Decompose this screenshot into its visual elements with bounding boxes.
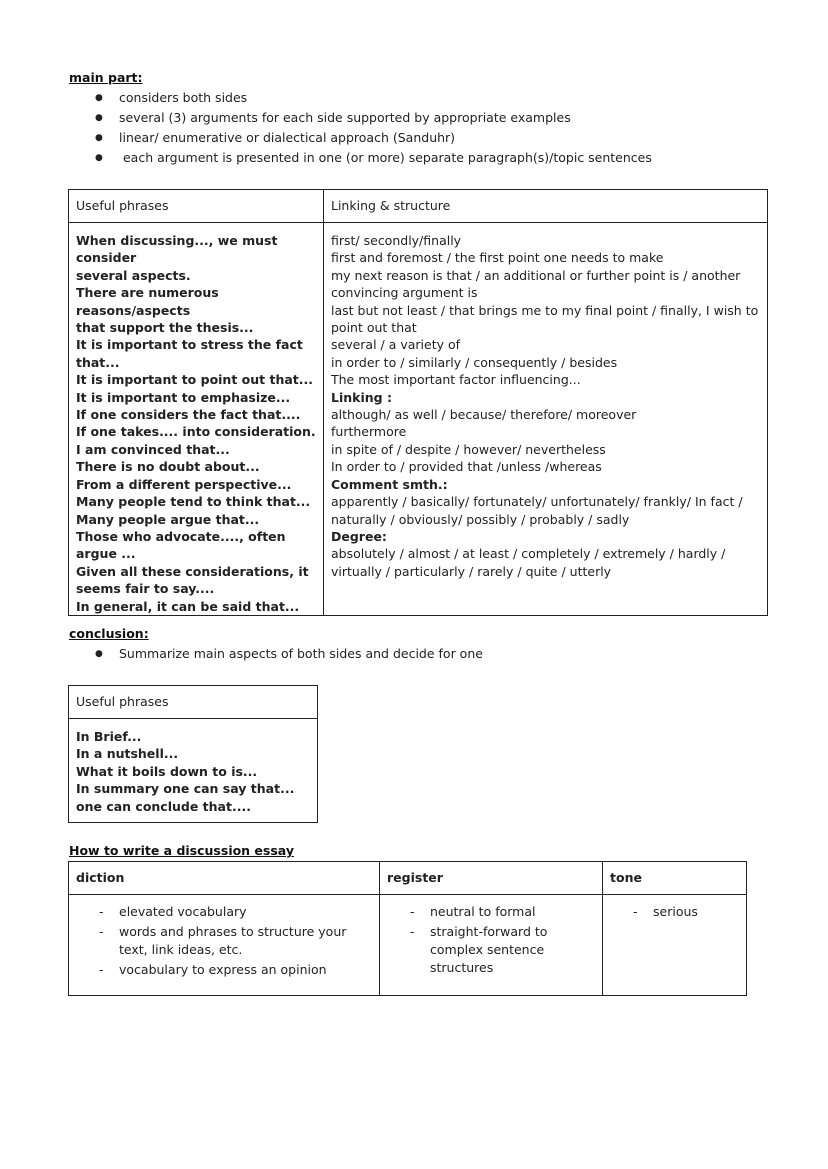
main-part-heading: main part: (69, 70, 143, 85)
phrase-line: several / a variety of (331, 337, 461, 353)
list-item (69, 923, 379, 959)
phrase-line: in order to / similarly / consequently / besides (331, 354, 618, 370)
phrase-line: It is important to emphasize... (76, 389, 291, 405)
phrase-line: Many people tend to think that... (76, 494, 311, 510)
register-list (380, 903, 602, 977)
phrase-line: point out that (331, 320, 417, 336)
list-item-line: - words and phrases to structure your (119, 924, 347, 939)
main-phrases-table (68, 189, 768, 616)
phrase-line: The most important factor influencing... (331, 372, 581, 388)
linking-list (331, 232, 760, 580)
conclusion-heading: conclusion: (69, 626, 149, 641)
phrase-line: convincing argument is (331, 285, 478, 301)
useful-phrases-list (76, 232, 316, 615)
main-part-bullet-list (119, 88, 652, 168)
conclusion-bullet-list (119, 644, 483, 664)
phrase-line: It is important to point out that... (76, 372, 314, 388)
conclusion-phrases-table (68, 685, 318, 823)
list-item-line: text, link ideas, etc. (119, 942, 243, 957)
phrase-line: first/ secondly/finally (331, 233, 462, 248)
list-item: ● considers both sides (119, 88, 652, 108)
phrase-line: although/ as well / because/ therefore/ moreover (331, 407, 637, 423)
list-item-line: - vocabulary to express an opinion (119, 962, 327, 977)
phrase-line: In summary one can say that... (76, 781, 295, 797)
phrase-line: one can conclude that.... (76, 798, 251, 814)
phrase-line: When discussing..., we must consider (76, 233, 278, 266)
phrase-line: It is important to stress the fact that... (76, 337, 303, 370)
phrase-line: In Brief... (76, 729, 142, 744)
phrase-line: first and foremost / the first point one needs to make (331, 250, 664, 266)
list-item-line: - elevated vocabulary (119, 904, 247, 919)
list-item-line: complex sentence (430, 942, 545, 957)
phrase-line: Those who advocate...., often argue ... (76, 528, 286, 562)
phrase-line: I am convinced that... (76, 441, 230, 457)
phrase-line: In general, it can be said that... (76, 598, 300, 614)
diction-cell (69, 895, 380, 996)
phrase-line: In a nutshell... (76, 746, 179, 762)
conclusion-useful-phrases-header: Useful phrases (69, 686, 318, 719)
phrase-line: From a different perspective... (76, 476, 292, 492)
list-item: ● each argument is presented in one (or more) separate paragraph(s)/topic sentences (119, 148, 652, 168)
conclusion-phrases-cell (69, 719, 318, 823)
how-to-table (68, 861, 747, 996)
phrase-line: my next reason is that / an additional or further point is / another (331, 267, 741, 283)
phrase-line: If one considers the fact that.... (76, 407, 301, 423)
register-cell (380, 895, 603, 996)
tone-header: tone (603, 862, 747, 895)
list-item: ● Summarize main aspects of both sides and decide for one (119, 644, 483, 664)
phrase-line: What it boils down to is... (76, 763, 258, 779)
how-to-heading: How to write a discussion essay (69, 843, 294, 858)
register-header: register (380, 862, 603, 895)
useful-phrases-header: Useful phrases (69, 190, 324, 223)
tone-cell (603, 895, 747, 996)
conclusion-phrases-list (76, 728, 310, 815)
phrase-line: furthermore (331, 424, 407, 440)
phrase-line: Comment smth.: (331, 476, 448, 492)
list-item (69, 903, 379, 921)
phrase-line: absolutely / almost / at least / completely / extremely / hardly / (331, 546, 726, 562)
list-item-line: - straight-forward to (430, 924, 548, 939)
list-item-line: - neutral to formal (430, 904, 536, 919)
list-item (380, 903, 602, 921)
phrase-line: Given all these considerations, it (76, 563, 309, 579)
list-item (69, 961, 379, 979)
list-item (603, 903, 746, 921)
tone-list (603, 903, 746, 921)
phrase-line: If one takes.... into consideration. (76, 424, 316, 440)
useful-phrases-cell (69, 223, 324, 616)
phrase-line: There are numerous reasons/aspects (76, 285, 219, 318)
phrase-line: In order to / provided that /unless /whereas (331, 459, 602, 475)
list-item: ● several (3) arguments for each side supported by appropriate examples (119, 108, 652, 128)
phrase-line: several aspects. (76, 267, 191, 283)
phrase-line: seems fair to say.... (76, 581, 215, 597)
phrase-line: Many people argue that... (76, 511, 260, 527)
phrase-line: in spite of / despite / however/ nevertheless (331, 441, 606, 457)
linking-structure-header: Linking & structure (324, 190, 768, 223)
list-item-line: - serious (653, 904, 698, 919)
phrase-line: virtually / particularly / rarely / quite / utterly (331, 563, 612, 579)
phrase-line: last but not least / that brings me to my final point / finally, I wish to (331, 302, 759, 318)
phrase-line: There is no doubt about... (76, 459, 260, 475)
list-item (380, 923, 602, 977)
diction-list (69, 903, 379, 979)
phrase-line: naturally / obviously/ possibly / probably / sadly (331, 511, 630, 527)
diction-header: diction (69, 862, 380, 895)
phrase-line: apparently / basically/ fortunately/ unfortunately/ frankly/ In fact / (331, 494, 743, 510)
phrase-line: that support the thesis... (76, 320, 254, 336)
list-item-line: structures (430, 960, 494, 975)
linking-structure-cell (324, 223, 768, 616)
phrase-line: Linking : (331, 389, 392, 405)
phrase-line: Degree: (331, 528, 387, 544)
list-item: ● linear/ enumerative or dialectical approach (Sanduhr) (119, 128, 652, 148)
